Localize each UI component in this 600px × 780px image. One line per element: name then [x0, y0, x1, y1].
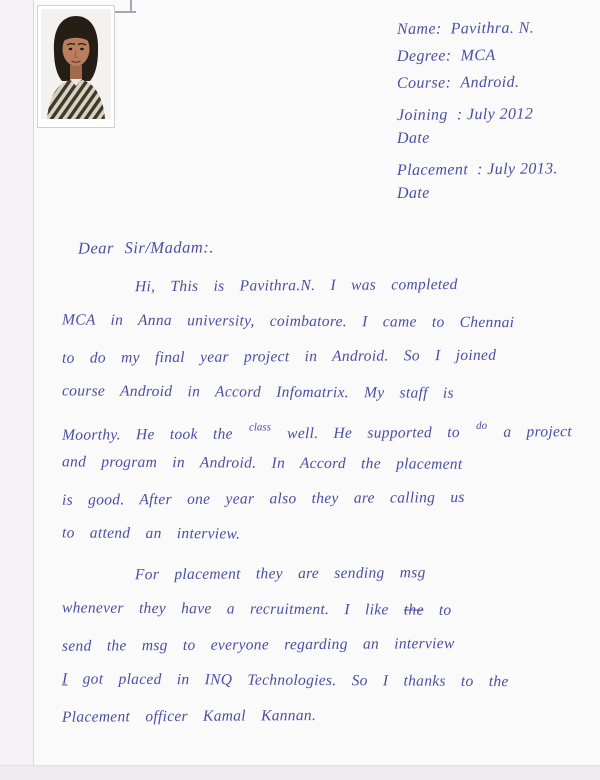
- letter-segment: Hi, This is Pavithra.N. I was completed: [134, 276, 458, 296]
- letter-segment: whenever they have a recruitment. I like: [61, 598, 389, 618]
- letter-segment: For placement they are sending msg: [134, 564, 426, 584]
- letter-segment: and program in Android. In Accord the placement: [61, 452, 463, 473]
- detail-value: MCA: [460, 46, 496, 65]
- detail-label: Course:: [396, 74, 452, 92]
- letter-segment-sup: class: [248, 421, 271, 434]
- letter-segment-strike: the: [403, 601, 424, 619]
- letter-segment: course Android in Accord Infomatrix. My staff is: [61, 381, 454, 402]
- detail-label: Joining: [396, 106, 448, 124]
- letter-segment: MCA in Anna university, coimbatore. I came to Chennai: [61, 310, 515, 331]
- detail-label-second-line: Date: [396, 184, 430, 202]
- letter-segment: to: [438, 601, 452, 619]
- detail-row: [397, 160, 587, 180]
- letter-line: [62, 337, 574, 376]
- detail-value: Pavithra. N.: [450, 19, 535, 38]
- letter-line: [62, 661, 574, 700]
- letter-segment: to do my final year project in Android. So I joined: [61, 346, 497, 367]
- student-details-block: [397, 20, 587, 212]
- letter-line: [62, 590, 574, 629]
- letter-line: [62, 479, 574, 518]
- scan-edge-bottom: [0, 765, 600, 780]
- letter-segment: to attend an interview.: [61, 523, 241, 543]
- detail-label: Degree:: [396, 47, 452, 65]
- letter-paragraph-1: [62, 268, 574, 552]
- detail-label: Name:: [396, 20, 442, 38]
- letter-line: [62, 373, 574, 412]
- scan-edge-left: [0, 0, 34, 780]
- letter-line: [62, 625, 574, 664]
- salutation: Dear Sir/Madam:.: [77, 237, 214, 258]
- letter-line: [62, 515, 574, 554]
- letter-line: [62, 266, 574, 305]
- letter-segment: Moorthy. He took the: [61, 425, 233, 444]
- detail-value: : July 2012: [456, 105, 534, 124]
- letter-line: [62, 302, 574, 341]
- letter-paragraph-2: [62, 556, 574, 734]
- detail-row: [397, 46, 587, 66]
- letter-segment-sup: do: [476, 419, 488, 432]
- letter-line: [62, 696, 574, 735]
- letter-segment: send the msg to everyone regarding an interview: [61, 635, 455, 655]
- detail-row: [397, 19, 587, 39]
- letter-segment: is good. After one year also they are calling us: [61, 488, 465, 509]
- scan-artifact-corner-v: [130, 0, 132, 12]
- detail-label: Placement: [396, 161, 469, 179]
- letter-segment-underline: I: [61, 669, 68, 687]
- detail-row: [397, 105, 587, 125]
- letter-line: [62, 444, 574, 483]
- detail-value: Android.: [460, 73, 520, 92]
- student-photo: [37, 5, 115, 128]
- letter-segment: got placed in INQ Technologies. So I thanks to the: [82, 670, 509, 690]
- letter-line: [62, 408, 574, 447]
- letter-segment: a project: [503, 423, 572, 441]
- letter-segment: well. He supported to: [287, 424, 460, 443]
- student-portrait-illustration: [41, 9, 111, 119]
- detail-row: [397, 73, 587, 93]
- letter-segment: Placement officer Kamal Kannan.: [61, 707, 317, 726]
- letter-line: [62, 554, 574, 593]
- detail-label-second-line: Date: [396, 129, 430, 147]
- detail-value: : July 2013.: [477, 160, 558, 179]
